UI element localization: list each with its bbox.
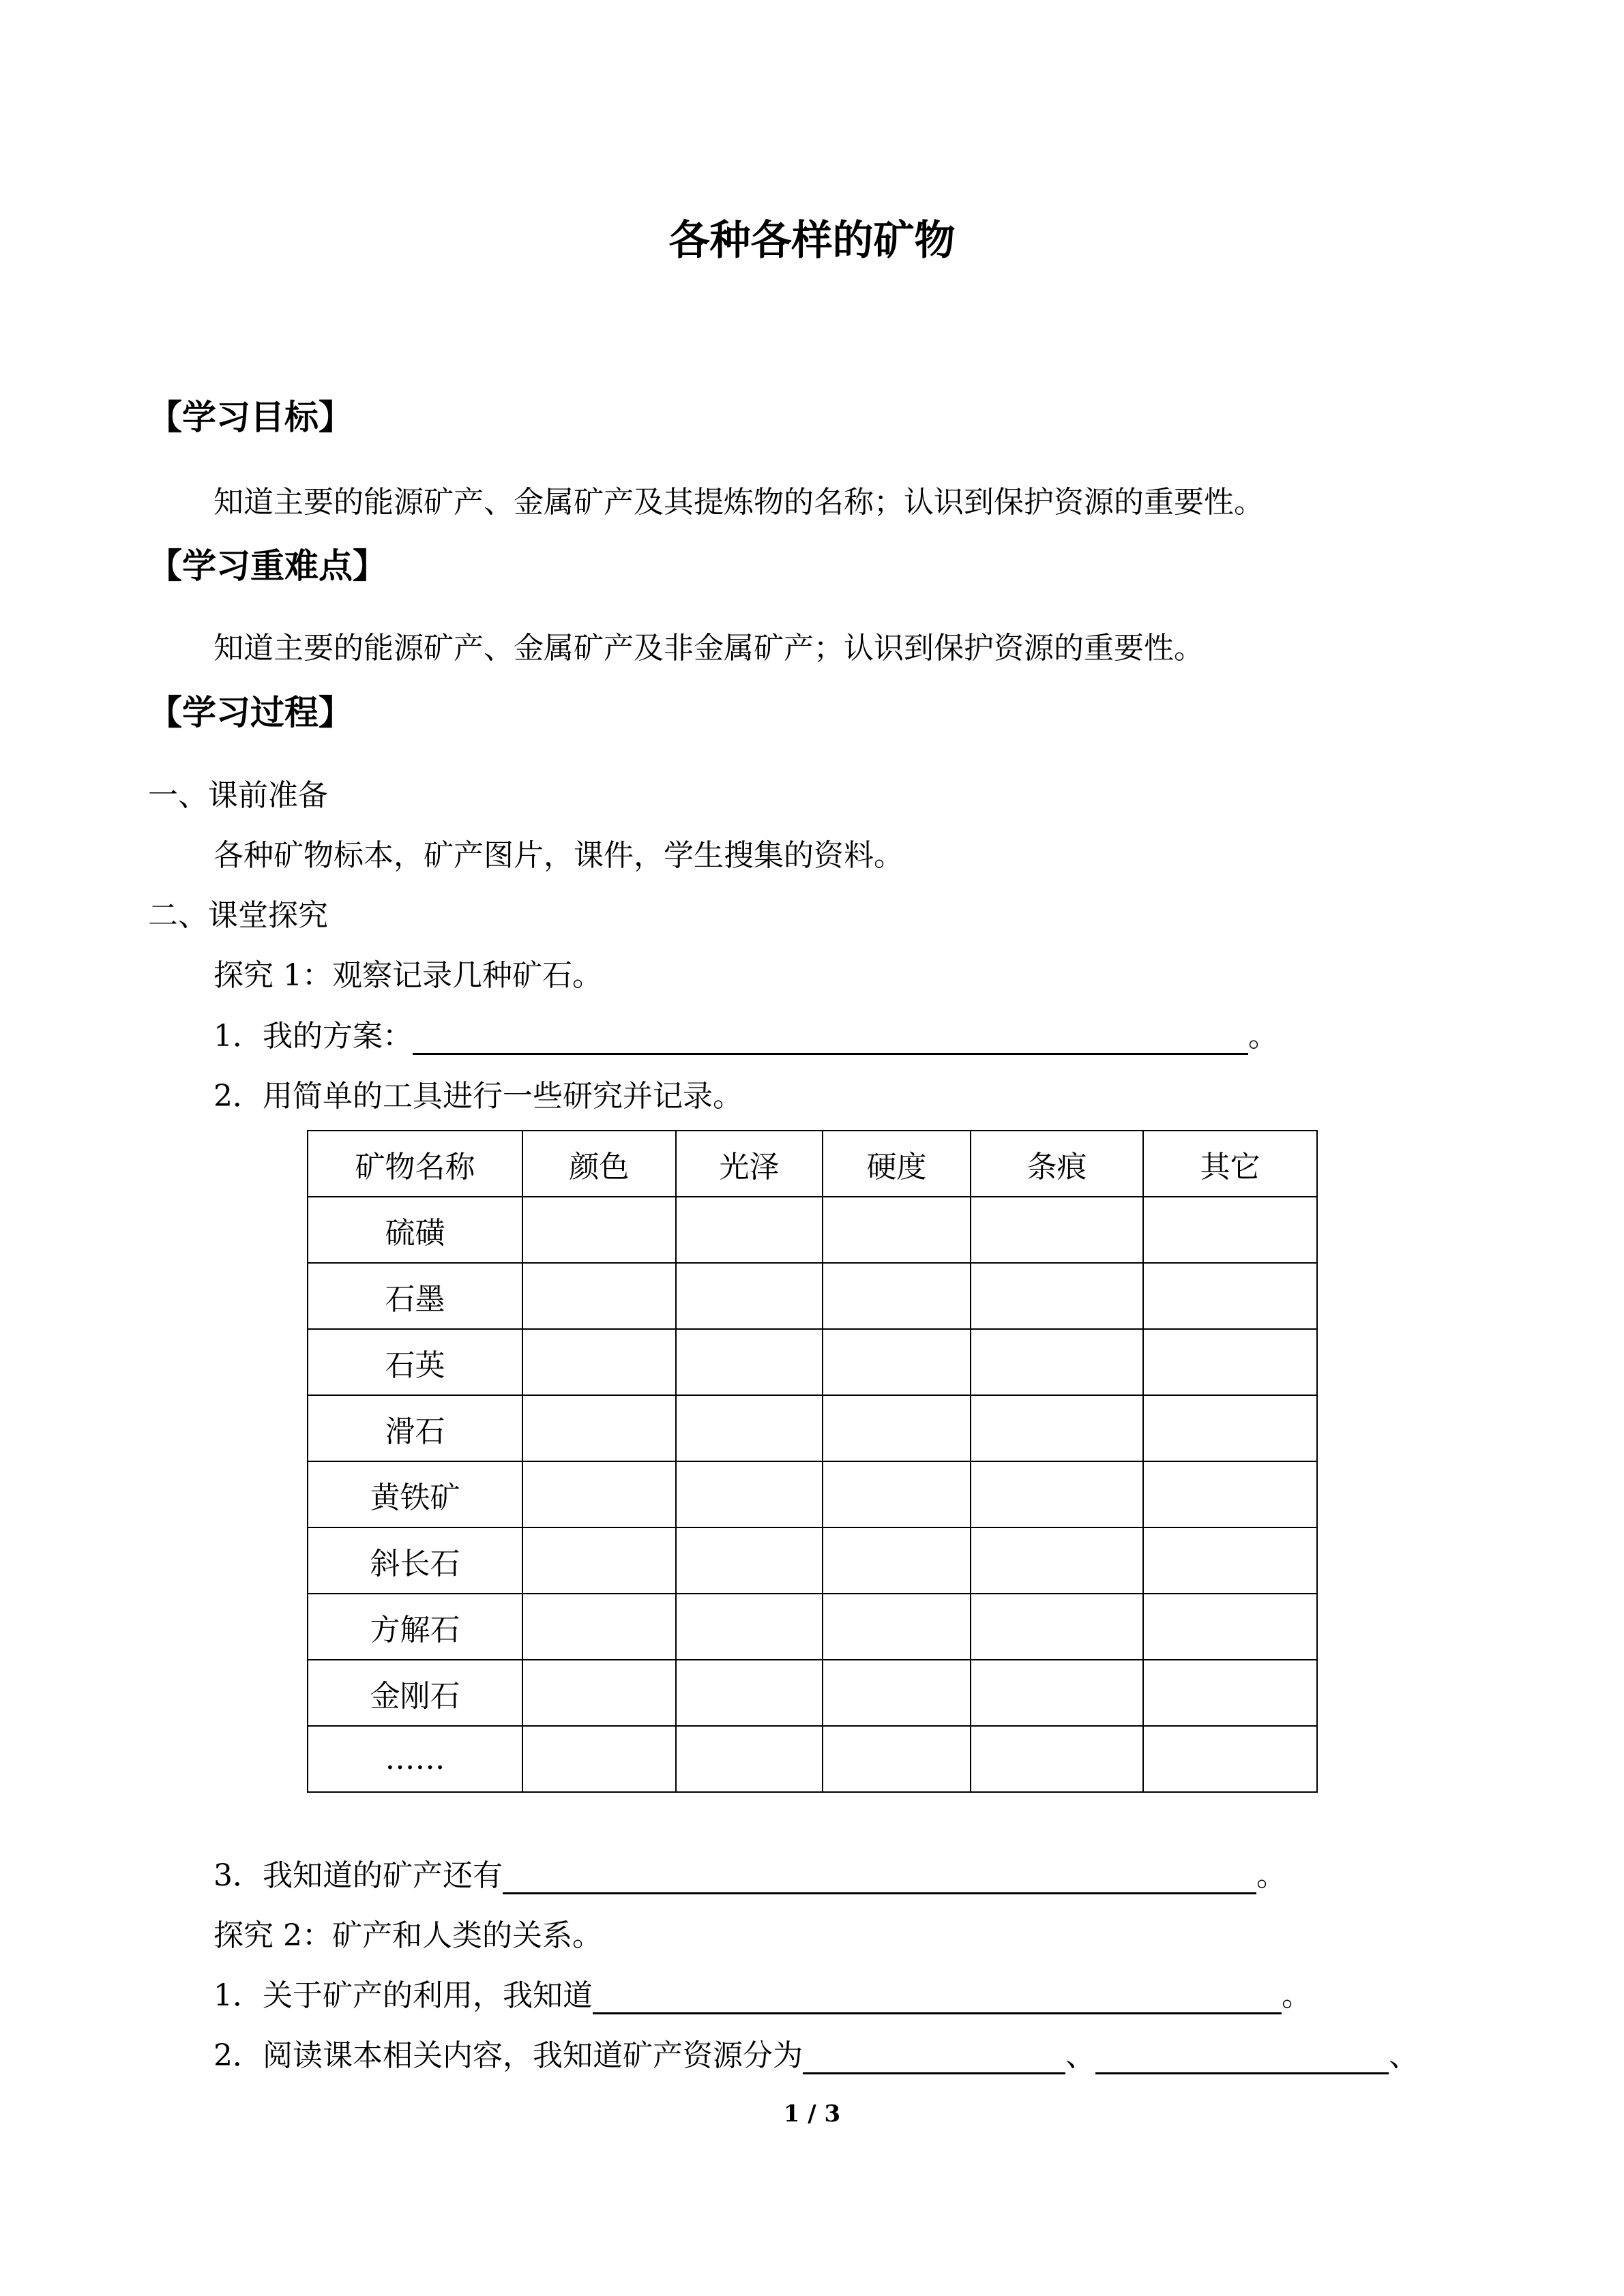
table-row [308,1660,1317,1726]
answer-cell[interactable] [971,1395,1143,1461]
task1-q1-suffix: 。 [1248,1019,1278,1054]
answer-cell[interactable] [823,1726,971,1792]
answer-cell[interactable] [823,1527,971,1594]
mineral-name-cell: 黄铁矿 [308,1461,522,1527]
answer-cell[interactable] [1143,1263,1317,1329]
answer-cell[interactable] [676,1197,823,1263]
table-row [308,1527,1317,1594]
answer-cell[interactable] [522,1594,676,1660]
mineral-name-cell: 金刚石 [308,1660,522,1726]
table-header-cell: 光泽 [676,1131,823,1197]
answer-cell[interactable] [522,1726,676,1792]
answer-cell[interactable] [971,1263,1143,1329]
table-row [308,1263,1317,1329]
mineral-name-cell: 方解石 [308,1594,522,1660]
answer-cell[interactable] [823,1594,971,1660]
answer-cell[interactable] [1143,1197,1317,1263]
answer-cell[interactable] [676,1726,823,1792]
task1-q1-prefix: 1．我的方案： [213,1019,413,1054]
table-row [308,1395,1317,1461]
mineral-use-blank[interactable] [593,1981,1282,2014]
answer-cell[interactable] [1143,1461,1317,1527]
mineral-observation-table [307,1130,1318,1793]
answer-cell[interactable] [971,1594,1143,1660]
task1-question-2: 2．用简单的工具进行一些研究并记录。 [213,1079,743,1114]
answer-cell[interactable] [823,1395,971,1461]
answer-cell[interactable] [522,1660,676,1726]
mineral-name-cell: 硫磺 [308,1197,522,1263]
task2-q1-suffix: 。 [1282,1978,1312,2013]
answer-cell[interactable] [971,1461,1143,1527]
table-row [308,1329,1317,1395]
mineral-name-cell: …… [308,1726,522,1792]
answer-cell[interactable] [676,1263,823,1329]
inquiry-label: 二、课堂探究 [148,898,328,933]
mineral-name-cell: 滑石 [308,1395,522,1461]
mineral-name-cell: 石英 [308,1329,522,1395]
prep-label: 一、课前准备 [148,778,328,813]
answer-cell[interactable] [971,1726,1143,1792]
known-minerals-blank[interactable] [503,1861,1256,1894]
page-title: 各种各样的矿物 [668,217,956,265]
answer-cell[interactable] [676,1527,823,1594]
table-row [308,1594,1317,1660]
prep-text: 各种矿物标本，矿产图片，课件，学生搜集的资料。 [213,838,904,873]
resource-category-blank-1[interactable] [803,2041,1065,2074]
task2-q2-prefix: 2．阅读课本相关内容，我知道矿产资源分为 [213,2038,803,2073]
objectives-text: 知道主要的能源矿产、金属矿产及其提炼物的名称；认识到保护资源的重要性。 [213,485,1264,520]
answer-cell[interactable] [1143,1395,1317,1461]
answer-cell[interactable] [676,1594,823,1660]
task2-q2-sep1: 、 [1065,2038,1095,2073]
task1-q3-suffix: 。 [1256,1858,1286,1893]
answer-cell[interactable] [1143,1594,1317,1660]
task2-question-2 [213,2031,1419,2074]
answer-cell[interactable] [522,1263,676,1329]
task1-question-3 [213,1851,1286,1894]
answer-cell[interactable] [522,1527,676,1594]
process-heading: 【学习过程】 [148,693,353,732]
key-points-heading: 【学习重难点】 [148,546,387,586]
mineral-name-cell: 斜长石 [308,1527,522,1594]
answer-cell[interactable] [522,1197,676,1263]
key-points-text: 知道主要的能源矿产、金属矿产及非金属矿产；认识到保护资源的重要性。 [213,631,1204,666]
objectives-heading: 【学习目标】 [148,398,353,437]
task2-question-1 [213,1971,1312,2014]
answer-cell[interactable] [823,1329,971,1395]
answer-cell[interactable] [823,1660,971,1726]
answer-cell[interactable] [971,1329,1143,1395]
table-row [308,1461,1317,1527]
answer-cell[interactable] [522,1395,676,1461]
answer-cell[interactable] [823,1197,971,1263]
task1-title: 探究 1：观察记录几种矿石。 [213,958,602,993]
task2-q1-prefix: 1．关于矿产的利用，我知道 [213,1978,593,2013]
answer-cell[interactable] [522,1329,676,1395]
answer-cell[interactable] [676,1329,823,1395]
answer-cell[interactable] [1143,1726,1317,1792]
answer-cell[interactable] [522,1461,676,1527]
page-number: 1 / 3 [783,2100,841,2128]
mineral-name-cell: 石墨 [308,1263,522,1329]
answer-cell[interactable] [823,1263,971,1329]
table-header-row [308,1131,1317,1197]
answer-cell[interactable] [1143,1527,1317,1594]
answer-cell[interactable] [971,1660,1143,1726]
answer-cell[interactable] [676,1660,823,1726]
resource-category-blank-2[interactable] [1095,2041,1389,2074]
table-header-cell: 其它 [1143,1131,1317,1197]
answer-cell[interactable] [823,1461,971,1527]
answer-cell[interactable] [971,1197,1143,1263]
table-header-cell: 颜色 [522,1131,676,1197]
answer-cell[interactable] [971,1527,1143,1594]
answer-cell[interactable] [1143,1329,1317,1395]
table-row [308,1726,1317,1792]
task2-title: 探究 2：矿产和人类的关系。 [213,1918,602,1953]
table-header-cell: 硬度 [823,1131,971,1197]
plan-answer-blank[interactable] [413,1022,1248,1055]
task1-q3-prefix: 3．我知道的矿产还有 [213,1858,503,1893]
task1-question-1 [213,1011,1278,1055]
answer-cell[interactable] [676,1395,823,1461]
task2-q2-sep2: 、 [1389,2038,1419,2073]
table-row [308,1197,1317,1263]
table-header-cell: 条痕 [971,1131,1143,1197]
table-header-cell: 矿物名称 [308,1131,522,1197]
answer-cell[interactable] [676,1461,823,1527]
answer-cell[interactable] [1143,1660,1317,1726]
